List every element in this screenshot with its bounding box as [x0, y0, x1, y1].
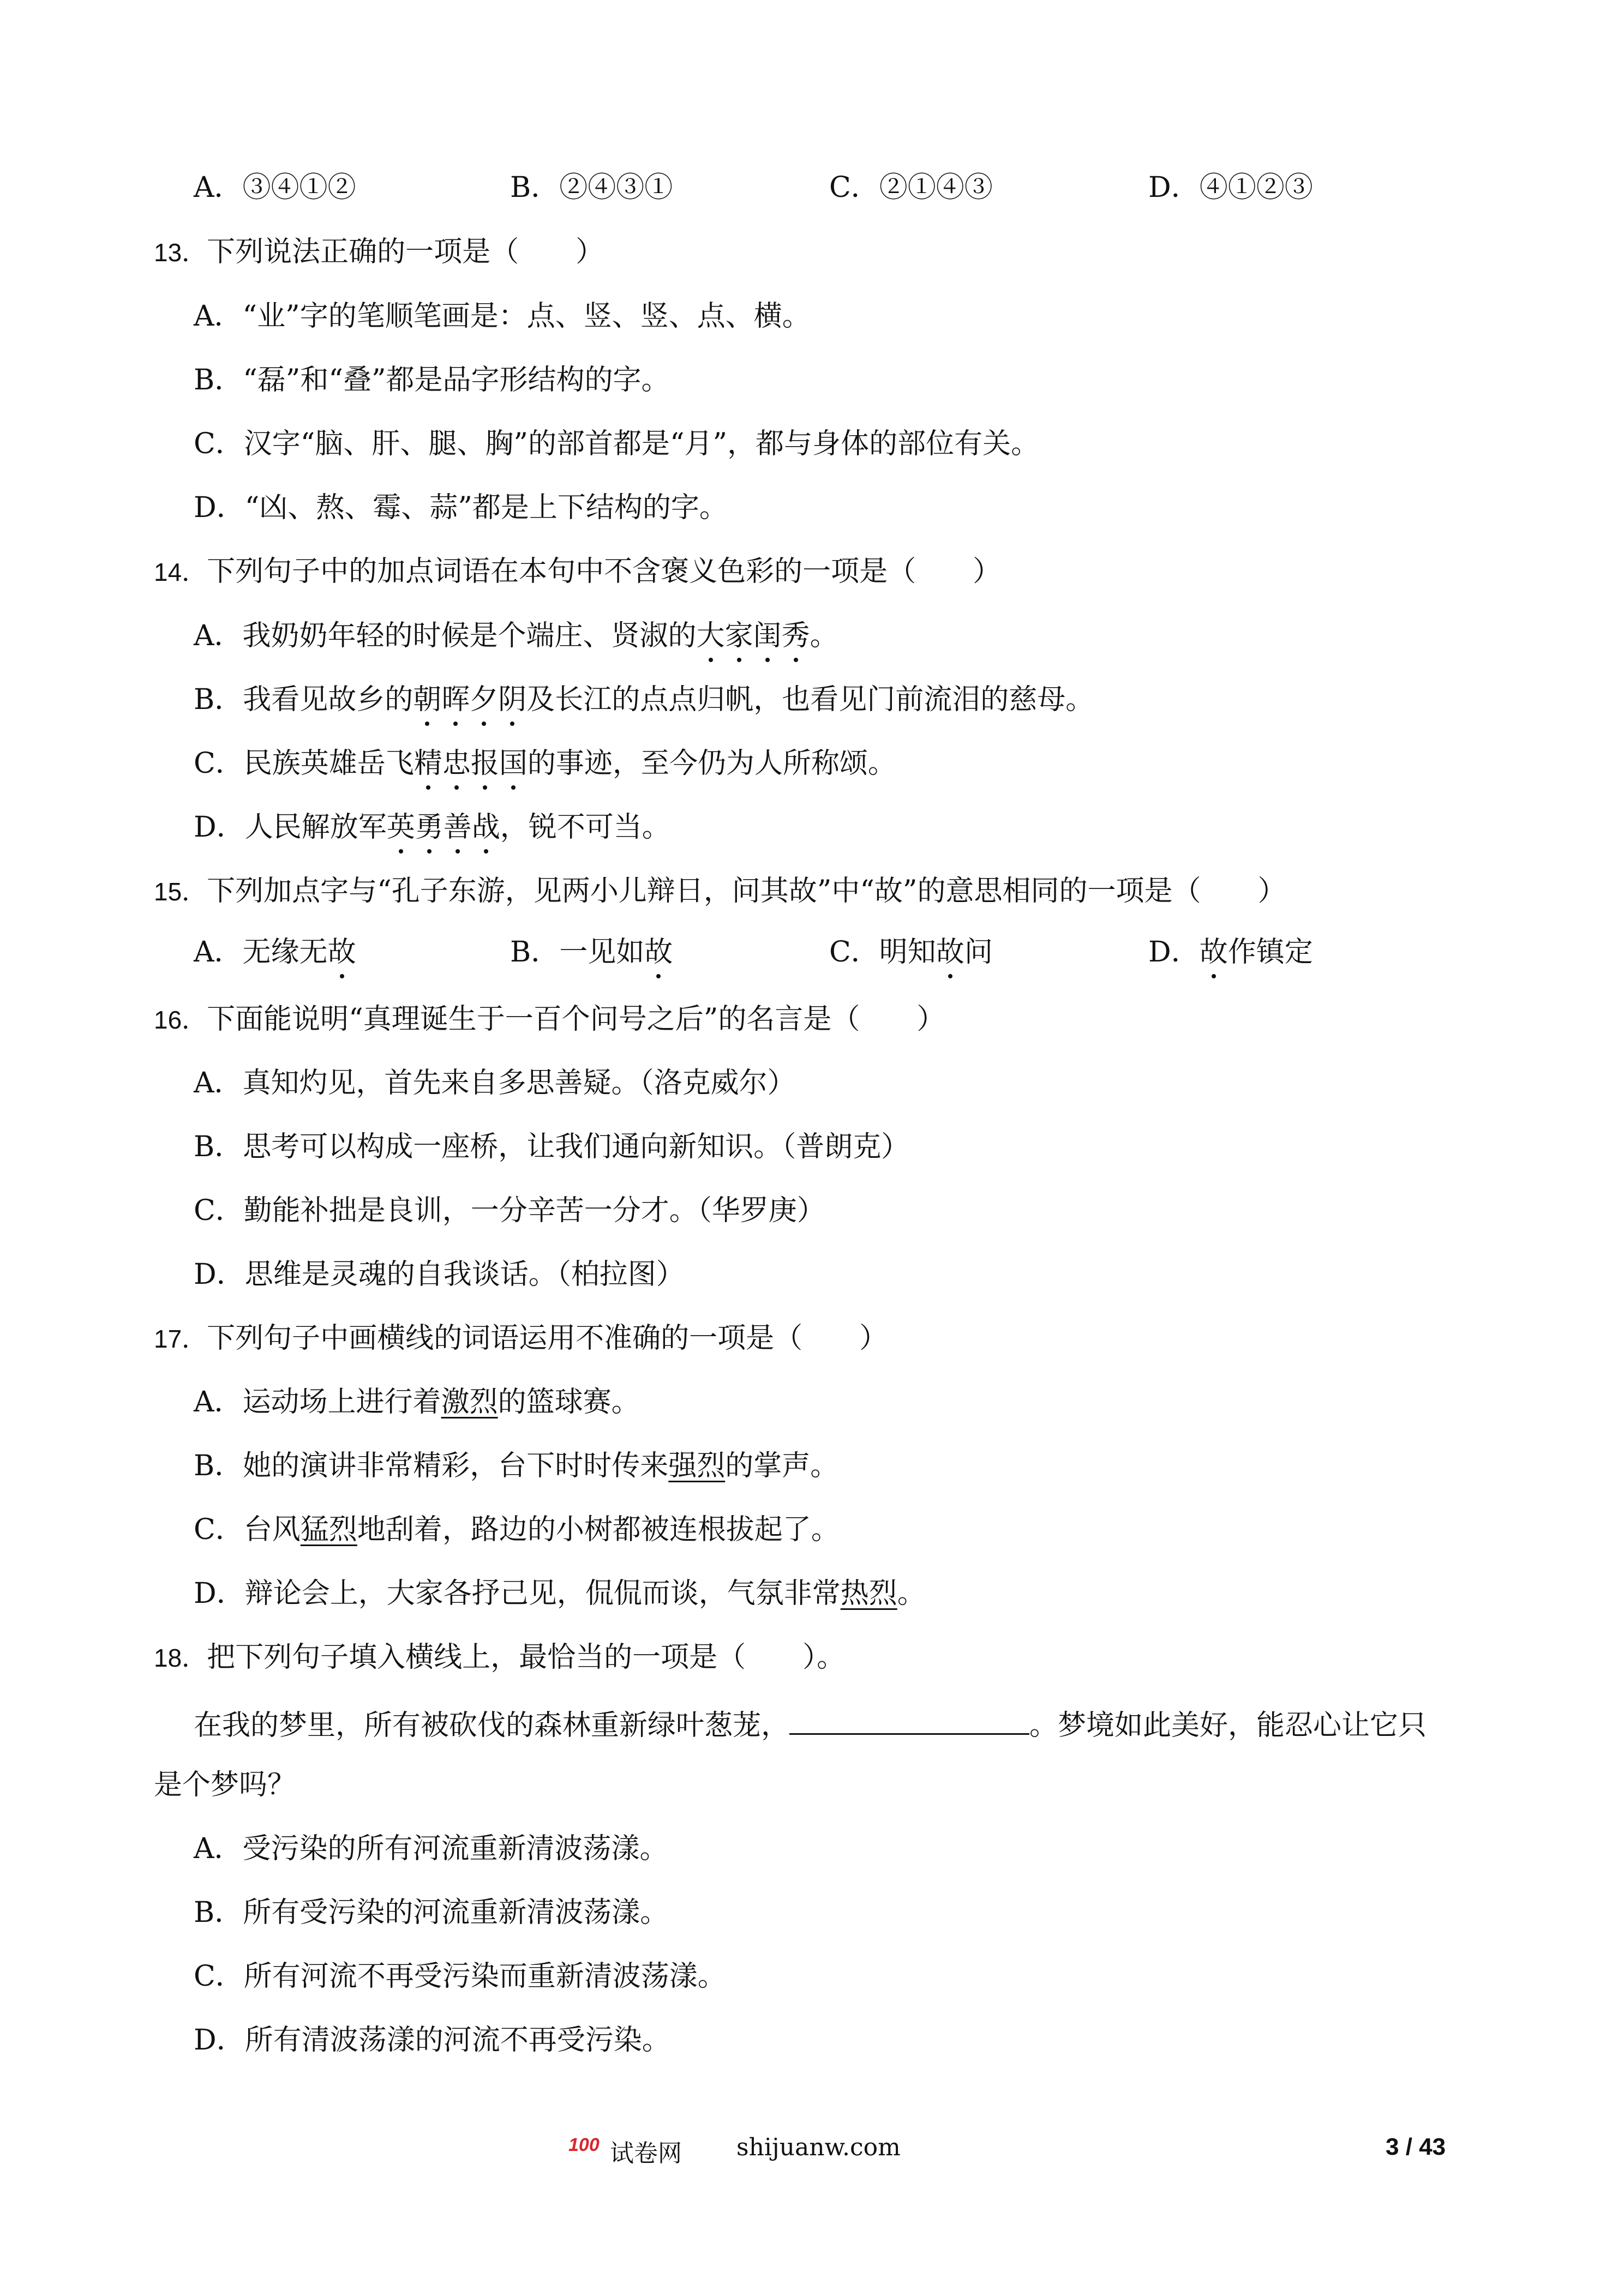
question-stem: 下面能说明“真理诞生于一百个问号之后”的名言是（ ）: [207, 1003, 945, 1036]
option-text: 作镇定: [1227, 936, 1313, 969]
option-text: ，锐不可当。: [500, 811, 670, 844]
question-number: 13．: [154, 238, 207, 267]
dotted-char: 晖: [441, 683, 470, 716]
option-text: B．我看见故乡的: [194, 683, 414, 716]
q18-option-b: B．所有受污染的河流重新清波荡漾。: [194, 1896, 669, 1929]
q16-option-c: C．勤能补拙是良训，一分辛苦一分才。（华罗庚）: [194, 1194, 825, 1227]
question-17: [154, 1324, 888, 1353]
q17-option-d: [194, 1579, 926, 1608]
q12-option-c: C．②①④③: [829, 171, 993, 204]
option-text: C．明知: [829, 936, 936, 969]
option-text: D．: [1148, 936, 1200, 969]
q17-option-c: [194, 1513, 840, 1546]
q18-option-c: C．所有河流不再受污染而重新清波荡漾。: [194, 1960, 726, 1993]
dotted-char: 闺: [753, 620, 782, 652]
option-text: 的篮球赛。: [498, 1386, 640, 1419]
dotted-char: 秀: [781, 620, 810, 652]
q18-passage-line-1: [194, 1707, 1427, 1740]
q18-option-a: A．受污染的所有河流重新清波荡漾。: [194, 1832, 668, 1865]
dotted-char: 善: [443, 811, 472, 844]
q12-option-a: A．③④①②: [194, 171, 356, 204]
dotted-char: 勇: [415, 811, 444, 844]
option-text: B．一见如: [510, 936, 645, 969]
question-number: 15．: [154, 877, 207, 906]
dotted-char: 家: [724, 620, 753, 652]
option-text: D．辩论会上，大家各抒己见，侃侃而谈，气氛非常: [194, 1577, 841, 1610]
option-text: 。: [810, 620, 838, 652]
dotted-char: 精: [414, 747, 442, 780]
page-number: 3 / 43: [1386, 2133, 1446, 2160]
question-13: [154, 238, 604, 266]
question-stem: 下列句子中画横线的词语运用不准确的一项是（ ）: [207, 1322, 888, 1355]
q15-option-b: [510, 936, 673, 969]
fill-blank: [789, 1707, 1029, 1735]
dotted-char: 阴: [498, 683, 527, 716]
dotted-char: 朝: [413, 683, 442, 716]
question-stem: 下列说法正确的一项是（ ）: [207, 236, 604, 268]
question-number: 17．: [154, 1325, 207, 1353]
q16-option-d: D．思维是灵魂的自我谈话。（柏拉图）: [194, 1258, 685, 1291]
q16-option-b: B．思考可以构成一座桥，让我们通向新知识。（普朗克）: [194, 1131, 910, 1163]
q18-passage-line-2: 是个梦吗？: [154, 1769, 296, 1801]
option-text: B．她的演讲非常精彩，台下时时传来: [194, 1450, 669, 1482]
option-text: 的事迹，至今仍为人所称颂。: [527, 747, 896, 780]
question-14: [154, 557, 1001, 586]
dotted-char: 战: [471, 811, 500, 844]
q17-option-a: [194, 1386, 640, 1419]
q16-option-a: A．真知灼见，首先来自多思善疑。（洛克威尔）: [194, 1067, 796, 1099]
dotted-char: 英: [386, 811, 415, 844]
question-stem: 把下列句子填入横线上，最恰当的一项是（ ）。: [207, 1641, 846, 1674]
question-18: [154, 1643, 845, 1672]
dotted-char: 故: [644, 936, 673, 969]
dotted-char: 故: [936, 936, 964, 969]
underlined-word: 强烈: [668, 1450, 726, 1482]
underlined-word: 激烈: [441, 1386, 498, 1419]
q12-option-d: D．④①②③: [1148, 171, 1313, 204]
q14-option-a: [194, 622, 838, 650]
dotted-char: 国: [499, 747, 528, 780]
option-text: C．台风: [194, 1513, 301, 1546]
q15-option-c: [829, 936, 993, 969]
option-text: C．民族英雄岳飞: [194, 747, 414, 780]
svg-text:100: 100: [568, 2135, 600, 2155]
dotted-char: 夕: [470, 683, 499, 716]
q12-option-b: B．②④③①: [510, 171, 673, 204]
dotted-char: 报: [470, 747, 499, 780]
option-text: A．无缘无: [194, 936, 328, 969]
underlined-word: 猛烈: [300, 1513, 357, 1546]
dotted-char: 忠: [442, 747, 471, 780]
site-logo: [567, 2132, 606, 2156]
question-stem: 下列加点字与“孔子东游，见两小儿辩日，问其故”中“故”的意思相同的一项是（ ）: [207, 875, 1286, 907]
option-text: A．运动场上进行着: [194, 1386, 441, 1419]
dotted-char: 大: [696, 620, 725, 652]
question-15: [154, 877, 1286, 905]
q15-option-a: [194, 936, 356, 969]
question-number: 16．: [154, 1006, 207, 1034]
q13-option-a: A．“业”字的笔顺笔画是：点、竖、竖、点、横。: [194, 300, 811, 333]
q14-option-d: [194, 813, 670, 842]
question-stem: 下列句子中的加点词语在本句中不含褒义色彩的一项是（ ）: [207, 555, 1002, 588]
q13-option-c: C．汉字“脑、肝、腿、胸”的部首都是“月”，都与身体的部位有关。: [194, 428, 1040, 460]
footer-site-name: 试卷网: [610, 2139, 682, 2167]
dotted-char: 故: [1199, 936, 1228, 969]
option-text: 问: [964, 936, 993, 969]
question-16: [154, 1003, 945, 1036]
option-text: 的掌声。: [725, 1450, 839, 1482]
option-text: A．我奶奶年轻的时候是个端庄、贤淑的: [194, 620, 697, 652]
q18-option-d: D．所有清波荡漾的河流不再受污染。: [194, 2024, 670, 2057]
question-number: 14．: [154, 558, 207, 586]
question-number: 18．: [154, 1644, 207, 1672]
q13-option-d: D．“凶、熬、霉、蒜”都是上下结构的字。: [194, 491, 728, 524]
q17-option-b: [194, 1452, 838, 1480]
option-text: 地刮着，路边的小树都被连根拔起了。: [357, 1513, 840, 1546]
dotted-char: 故: [327, 936, 356, 969]
footer-domain: shijuanw.com: [736, 2133, 901, 2161]
underlined-word: 热烈: [840, 1577, 897, 1610]
option-text: D．人民解放军: [194, 811, 387, 844]
q13-option-b: B．“磊”和“叠”都是品字形结构的字。: [194, 364, 670, 396]
option-text: 。: [897, 1577, 926, 1610]
q14-option-c: [194, 749, 896, 778]
passage-text: 在我的梦里，所有被砍伐的森林重新绿叶葱茏，: [194, 1709, 790, 1742]
option-text: 及长江的点点归帆，也看见门前流泪的慈母。: [526, 683, 1094, 716]
passage-text: 。梦境如此美好，能忍心让它只: [1029, 1709, 1427, 1742]
q15-option-d: [1148, 936, 1313, 969]
q14-option-b: [194, 683, 1094, 716]
